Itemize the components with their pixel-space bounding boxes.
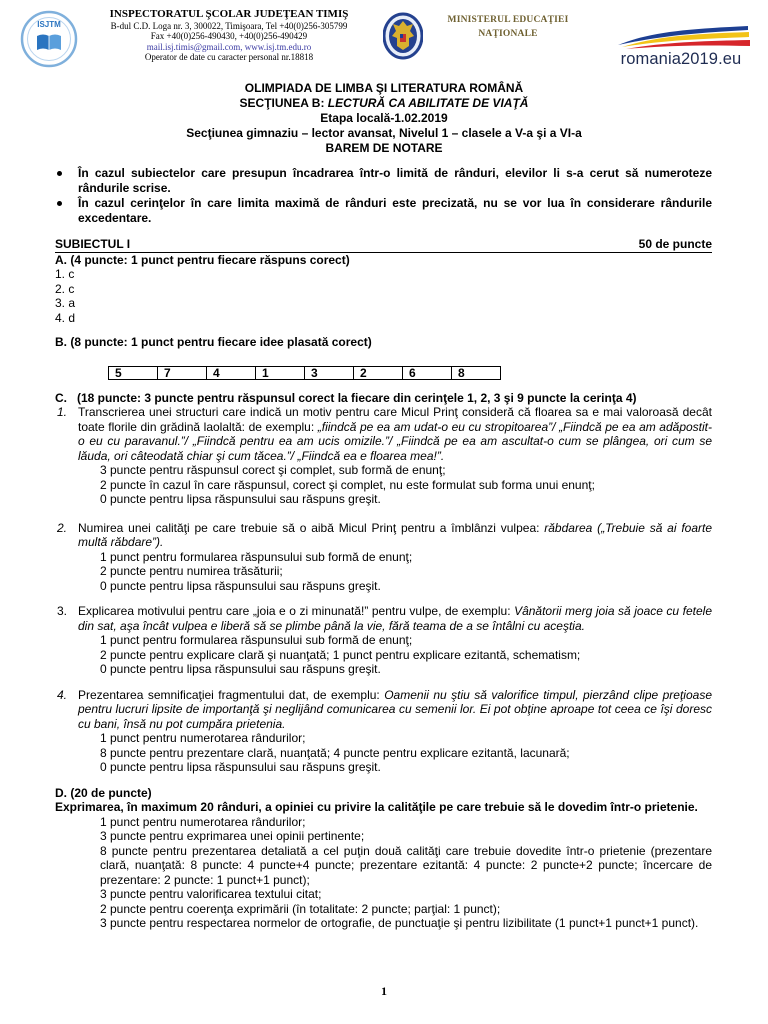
part-d-heading: D. (20 de puncte) bbox=[55, 785, 152, 800]
part-c-item-4 bbox=[55, 688, 712, 732]
inspectorate-name: INSPECTORATUL ŞCOLAR JUDEŢEAN TIMIŞ bbox=[109, 8, 349, 20]
criterion: 3 puncte pentru valorificarea textului citat; bbox=[100, 887, 322, 901]
bullet-icon bbox=[57, 171, 62, 176]
criterion: 2 puncte pentru numirea trăsăturii; bbox=[100, 564, 283, 578]
romania2019-text: romania2019.eu bbox=[620, 50, 742, 68]
note-item bbox=[55, 166, 712, 196]
criterion: 0 puncte pentru lipsa răspunsului sau răspuns greşit. bbox=[100, 662, 381, 676]
inspectorate-web: mail.isj.timis@gmail.com, www.isj.tm.edu.ro bbox=[146, 41, 312, 52]
item-number: 1. bbox=[57, 405, 68, 419]
barem-title: BAREM DE NOTARE bbox=[325, 141, 443, 155]
criterion: 3 puncte pentru exprimarea unei opinii pertinente; bbox=[100, 829, 365, 843]
stage-title: Etapa locală-1.02.2019 bbox=[320, 111, 448, 125]
part-c-item-3 bbox=[55, 604, 712, 633]
inspectorate-contact-block bbox=[90, 8, 368, 63]
criterion: 0 puncte pentru lipsa răspunsului sau răspuns greşit. bbox=[100, 578, 381, 593]
criterion: 0 puncte pentru lipsa răspunsului sau răspuns greşit. bbox=[100, 760, 381, 774]
sequence-cell: 2 bbox=[354, 366, 403, 379]
part-a-answer: 2. c bbox=[55, 281, 75, 296]
general-notes bbox=[55, 166, 712, 226]
item-example: Oamenii nu ştiu să valorifice timpul, pierzând clipe preţioase pentru lucruri lipsite de importanţă şi neglijând comunicarea cu semenii lor. Ei pot obţine aproape tot ceea ce îşi doresc cu bani, însă nu pot cumpăra prietenia. bbox=[78, 687, 712, 731]
note-text: În cazul subiectelor care presupun încadrarea într-o limită de rânduri, elevilor li s-a cerut să numeroteze rândurile scrise. bbox=[78, 166, 712, 195]
bullet-icon bbox=[57, 201, 62, 206]
part-c-label: C. bbox=[55, 390, 67, 405]
ministry-name bbox=[444, 13, 572, 41]
level-title: Secţiunea gimnaziu – lector avansat, Nivelul 1 – clasele a V-a şi a VI-a bbox=[186, 126, 582, 140]
item-number: 3. bbox=[57, 604, 68, 618]
criterion: 3 puncte pentru respectarea normelor de ortografie, de punctuaţie şi pentru lizibilitate (1 punct+1 punct+1 punct). bbox=[100, 916, 699, 930]
inspectorate-fax: Fax +40(0)256-490430, +40(0)256-490429 bbox=[150, 31, 308, 42]
part-c-heading-text: (18 puncte: 3 puncte pentru răspunsul corect la fiecare din cerinţele 1, 2, 3 şi 9 puncte la cerinţa 4) bbox=[77, 390, 637, 405]
criterion: 0 puncte pentru lipsa răspunsului sau răspuns greşit. bbox=[100, 492, 381, 506]
criterion: 2 puncte în cazul în care răspunsul, corect şi complet, nu este formulat sub forma unui enunţ; bbox=[100, 477, 595, 492]
item-example: „fiindcă pe ea am udat-o eu cu stropitoarea”/ „Fiindcă pe ea am adăpostit-o eu cu paravanul.”/ „Fiindcă pentru ea am ucis omizile.”/ „Fiindcă pe ea am ascultat-o cum se plângea, ori cum se lăuda, ori câteodată chiar şi cum tăcea.”/ „Fiindcă ea e floarea mea!”. bbox=[78, 419, 712, 463]
grading-content bbox=[55, 166, 712, 931]
sequence-cell: 4 bbox=[207, 366, 256, 379]
document-title-block bbox=[0, 81, 768, 156]
romania-coat-of-arms-seal bbox=[383, 12, 423, 60]
sequence-cell: 3 bbox=[305, 366, 354, 379]
part-c-item-1 bbox=[55, 405, 712, 463]
note-text: În cazul cerinţelor în care limita maximă de rânduri este precizată, nu se vor lua în considerare rândurile excedentare. bbox=[78, 196, 712, 225]
criterion: 2 puncte pentru explicare clară şi nuanţată; 1 punct pentru explicare ezitantă, schematism; bbox=[100, 647, 581, 662]
subject-name: SUBIECTUL I bbox=[55, 237, 131, 251]
page-number: 1 bbox=[381, 984, 387, 998]
section-prefix: SECŢIUNEA B: bbox=[239, 96, 328, 110]
isjtm-logo-graphic bbox=[20, 10, 78, 68]
sequence-cell: 8 bbox=[452, 366, 501, 379]
note-item bbox=[55, 196, 712, 226]
item-example: răbdarea („Trebuie să ai foarte multă răbdare”). bbox=[78, 520, 712, 549]
criterion: 1 punct pentru numerotarea rândurilor; bbox=[100, 814, 306, 829]
subject-heading bbox=[55, 238, 712, 253]
criterion: 1 punct pentru numerotarea rândurilor; bbox=[100, 731, 306, 745]
criterion: 1 punct pentru formularea răspunsului sub formă de enunţ; bbox=[100, 633, 413, 647]
sequence-cell: 1 bbox=[256, 366, 305, 379]
item-example: Vânătorii merg joia să joace cu fetele din sat, aşa încât vulpea e liberă să se plimbe până la vie, fără teama de a se întâlni cu aceştia. bbox=[78, 604, 712, 633]
sequence-cell: 7 bbox=[158, 366, 207, 379]
romania2019-logo bbox=[608, 24, 754, 70]
isjtm-logo bbox=[20, 10, 78, 68]
criterion: 8 puncte pentru prezentare clară, nuanţată; 4 puncte pentru explicare ezitantă, lacunară; bbox=[100, 745, 570, 760]
item-text: Transcrierea unei structuri care indică un motiv pentru care Micul Prinţ consideră că floarea sa e mai valoroasă decât toate florile din grădină laolaltă: de exemplu: bbox=[78, 405, 712, 434]
part-b-heading: B. (8 puncte: 1 punct pentru fiecare idee plasată corect) bbox=[55, 335, 372, 349]
ministry-name-line1: MINISTERUL EDUCAŢIEI bbox=[447, 15, 569, 25]
part-a-answer: 1. c bbox=[55, 267, 75, 281]
sequence-cell: 6 bbox=[403, 366, 452, 379]
criterion: 8 puncte pentru prezentarea detaliată a cel puţin două calităţi care trebuie dovedite într-o prietenie (prezentare clară, nuanţată: 8 puncte: 4 puncte+4 puncte; prezentare ezitantă: 4 puncte: 2 puncte+2 puncte; încercare de prezentare: 2 puncte: 1 punct+1 punct); bbox=[100, 843, 712, 887]
item-text: Prezentarea semnificaţiei fragmentului dat, de exemplu: bbox=[78, 687, 385, 702]
table-row bbox=[109, 366, 501, 379]
item-number: 4. bbox=[57, 687, 68, 702]
part-c-item-2 bbox=[55, 521, 712, 550]
ministry-name-line2: NAŢIONALE bbox=[478, 29, 538, 39]
part-b-sequence-table bbox=[108, 366, 501, 380]
section-title bbox=[0, 96, 768, 111]
subject-points: 50 de puncte bbox=[638, 237, 712, 251]
part-a-heading: A. (4 puncte: 1 punct pentru fiecare răspuns corect) bbox=[55, 252, 350, 267]
olympiad-title: OLIMPIADA DE LIMBA ŞI LITERATURA ROMÂNĂ bbox=[244, 81, 524, 95]
item-text: Numirea unei calităţi pe care trebuie să o aibă Micul Prinţ pentru a îmblânzi vulpea: bbox=[78, 520, 545, 535]
coat-of-arms-icon bbox=[383, 12, 423, 60]
item-text: Explicarea motivului pentru care „joia e o zi minunată!” pentru vulpe, de exemplu: bbox=[78, 604, 515, 618]
criterion: 3 puncte pentru răspunsul corect şi complet, sub formă de enunţ; bbox=[100, 463, 446, 477]
criterion: 1 punct pentru formularea răspunsului sub formă de enunţ; bbox=[100, 549, 413, 564]
part-c-heading bbox=[55, 391, 712, 406]
item-number: 2. bbox=[57, 520, 68, 535]
isjtm-logo-text: ISJTM bbox=[37, 20, 61, 29]
part-a-answer: 4. d bbox=[55, 310, 76, 325]
inspectorate-address: B-dul C.D. Loga nr. 3, 300022, Timişoara, Tel +40(0)256-305799 bbox=[110, 21, 348, 31]
inspectorate-operator: Operator de date cu caracter personal nr.18818 bbox=[144, 52, 314, 63]
part-a-answer: 3. a bbox=[55, 296, 76, 310]
sequence-cell: 5 bbox=[109, 366, 158, 379]
flag-swoosh-icon bbox=[608, 24, 754, 52]
section-name: LECTURĂ CA ABILITATE DE VIAŢĂ bbox=[327, 96, 529, 110]
part-d-task: Exprimarea, în maximum 20 rânduri, a opiniei cu privire la calităţile pe care trebuie să le dovedim într-o prietenie. bbox=[55, 800, 698, 814]
criterion: 2 puncte pentru coerenţa exprimării (în totalitate: 2 puncte; parţial: 1 punct); bbox=[100, 901, 501, 916]
